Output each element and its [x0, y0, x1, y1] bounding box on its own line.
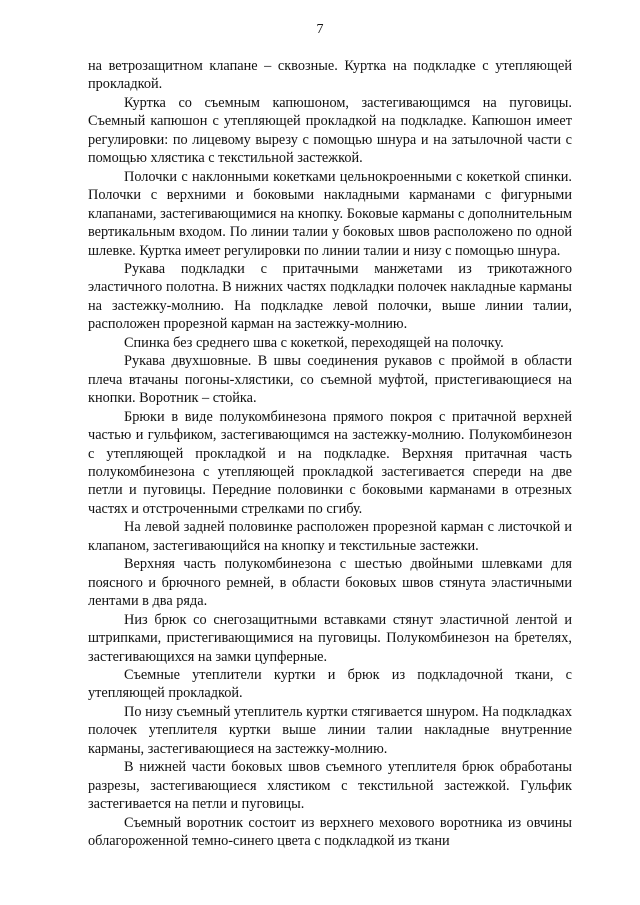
- paragraph-trouser-hem: Низ брюк со снегозащитными вставками стянут эластичной лентой и штрипками, пристегивающимися на пуговицы. Полукомбинезон на бретелях, застегивающихся на замки цупферные.: [88, 611, 572, 665]
- paragraph-back: Спинка без среднего шва с кокеткой, переходящей на полочку.: [124, 334, 504, 351]
- paragraph-lining-sleeves: Рукава подкладки с притачными манжетами из трикотажного эластичного полотна. В нижних частях подкладки полочек накладные карманы на застежку-молнию. На подкладке левой полочки, выше линии талии, расположен прорезной карман на застежку-молнию.: [88, 260, 572, 333]
- document-body: [88, 57, 572, 850]
- paragraph-trousers: Брюки в виде полукомбинезона прямого покроя с притачной верхней частью и гульфиком, застегивающимся на застежку-молнию. Полукомбинезон с утепляющей прокладкой и на подкладке. Верхняя притачная часть полукомбинезона с утепляющей прокладкой застегивается спереди на две петли и пуговицы. Передние половинки с боковыми карманами в отрезных частях и отстроченными стрелками по сгибу.: [88, 408, 572, 517]
- page-number: 7: [316, 22, 324, 37]
- paragraph-continuation: на ветрозащитном клапане – сквозные. Куртка на подкладке с утепляющей прокладкой.: [88, 58, 572, 93]
- paragraph-removable-liners: Съемные утеплители куртки и брюк из подкладочной ткани, с утепляющей прокладкой.: [88, 666, 572, 702]
- paragraph-collar: Съемный воротник состоит из верхнего мехового воротника из овчины облагороженной темно-синего цвета с подкладкой из ткани: [88, 814, 572, 850]
- paragraph-hood: Куртка со съемным капюшоном, застегивающимся на пуговицы. Съемный капюшон с утепляющей прокладкой на подкладке. Капюшон имеет регулировки: по лицевому вырезу с помощью шнура и на затылочной части с помощью хлястика с текстильной застежкой.: [88, 94, 572, 167]
- paragraph-front-panels: Полочки с наклонными кокетками цельнокроенными с кокеткой спинки. Полочки с верхними и боковыми накладными карманами с фигурными клапанами, застегивающимися на кнопку. Боковые карманы с дополнительным вертикальным входом. По линии талии у боковых швов расположено по одной шлевке. Куртка имеет регулировки по линии талии и низу с помощью шнура.: [88, 168, 572, 259]
- paragraph-jacket-liner: По низу съемный утеплитель куртки стягивается шнуром. На подкладках полочек утеплителя куртки выше линии талии накладные внутренние карманы, застегивающиеся на застежку-молнию.: [88, 703, 572, 757]
- paragraph-sleeves: Рукава двухшовные. В швы соединения рукавов с проймой в области плеча втачаны погоны-хлястики, со съемной муфтой, пристегивающиеся на кнопки. Воротник – стойка.: [88, 353, 572, 407]
- paragraph-belt-loops: Верхняя часть полукомбинезона с шестью двойными шлевками для поясного и брючного ремней, в области боковых швов стянута эластичными лентами в два ряда.: [88, 556, 572, 610]
- paragraph-trouser-liner: В нижней части боковых швов съемного утеплителя брюк обработаны разрезы, застегивающиеся хлястиком с текстильной застежкой. Гульфик застегивается на петли и пуговицы.: [88, 759, 572, 813]
- paragraph-back-pocket: На левой задней половинке расположен прорезной карман с листочкой и клапаном, застегивающийся на кнопку и текстильные застежки.: [88, 519, 572, 554]
